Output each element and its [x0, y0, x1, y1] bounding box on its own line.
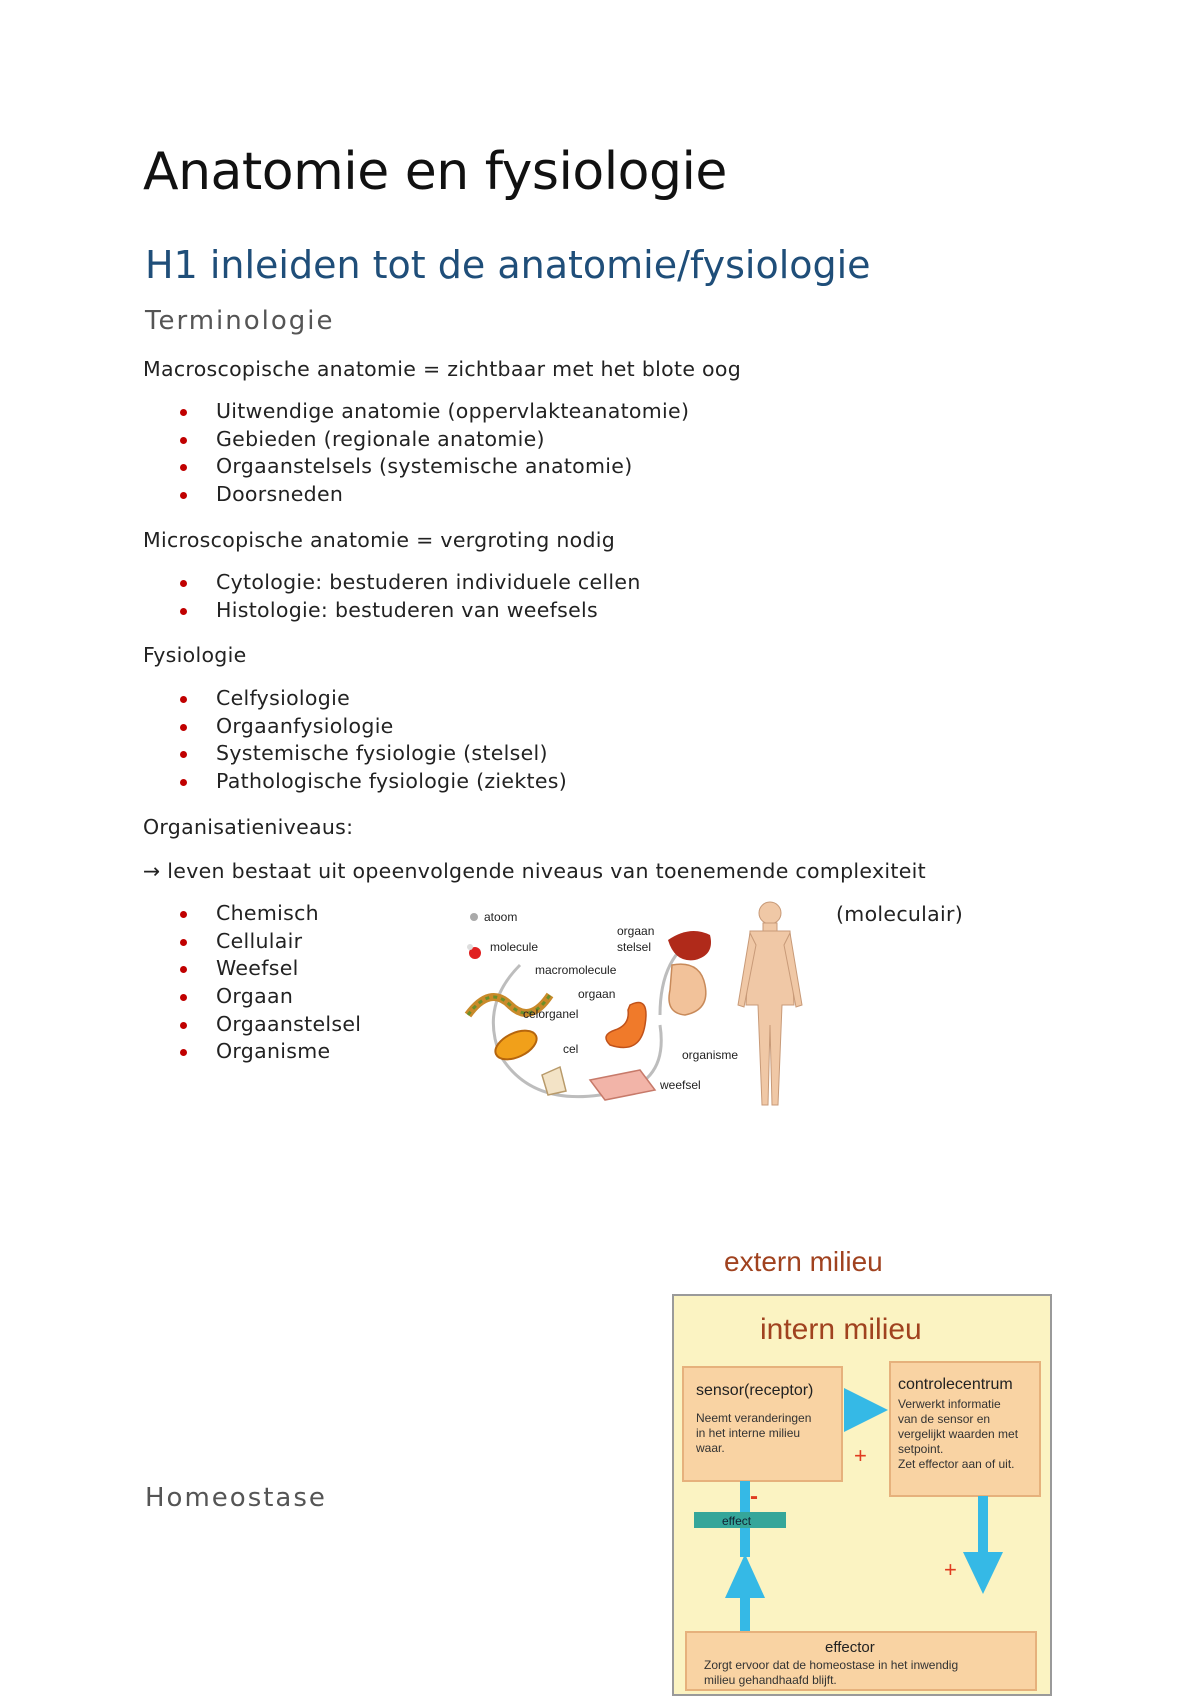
label-cel: cel [563, 1042, 579, 1056]
list-item: Cellulair [180, 928, 361, 956]
bullet-icon [180, 779, 187, 786]
list-item: Uitwendige anatomie (oppervlakteanatomie) [180, 398, 689, 426]
bullet-icon [180, 1049, 187, 1056]
label-orgaan: orgaan [578, 987, 616, 1001]
micro-intro: Microscopische anatomie = vergroting nodig [143, 528, 616, 552]
moleculair-note: (moleculair) [836, 902, 964, 926]
fysiologie-intro: Fysiologie [143, 643, 247, 667]
list-item: Celfysiologie [180, 685, 567, 713]
macro-list [180, 398, 689, 509]
list-item: Chemisch [180, 900, 361, 928]
bullet-icon [180, 724, 187, 731]
label-celorganel: celorganel [523, 1007, 579, 1021]
plus-sign: + [944, 1557, 957, 1582]
bullet-icon [180, 911, 187, 918]
bullet-icon [180, 994, 187, 1001]
list-item: Orgaanstelsel [180, 1011, 361, 1039]
intern-milieu-label: intern milieu [760, 1313, 922, 1346]
list-item: Organisme [180, 1038, 361, 1066]
organisation-levels-figure [460, 895, 826, 1113]
minus-sign: - [750, 1483, 758, 1510]
sensor-line: in het interne milieu [696, 1426, 801, 1440]
list-item: Histologie: bestuderen van weefsels [180, 597, 641, 625]
document-title: Anatomie en fysiologie [143, 142, 727, 202]
label-organisme: organisme [682, 1048, 739, 1062]
bullet-icon [180, 492, 187, 499]
stomach-icon [606, 1003, 646, 1048]
bullet-icon [180, 939, 187, 946]
bullet-icon [180, 580, 187, 587]
bullet-icon [180, 1022, 187, 1029]
molecule-atom-icon [467, 944, 473, 950]
organisatieniveaus-list [180, 900, 361, 1066]
controlecentrum-line: van de sensor en [898, 1412, 991, 1426]
effect-label: effect [722, 1514, 752, 1528]
sensor-line: waar. [696, 1441, 725, 1455]
sensor-line: Neemt veranderingen [696, 1411, 812, 1425]
atom-icon [470, 913, 478, 921]
list-item: Doorsneden [180, 481, 689, 509]
intestine-icon [669, 964, 706, 1015]
list-item: Orgaanstelsels (systemische anatomie) [180, 453, 689, 481]
bullet-icon [180, 696, 187, 703]
fysiologie-list [180, 685, 567, 796]
list-item: Systemische fysiologie (stelsel) [180, 740, 567, 768]
label-macromolecule: macromolecule [535, 963, 617, 977]
list-item: Orgaanfysiologie [180, 713, 567, 741]
homeostasis-figure [670, 1238, 1056, 1696]
bullet-icon [180, 437, 187, 444]
chapter-heading: H1 inleiden tot de anatomie/fysiologie [145, 243, 871, 287]
list-item: Pathologische fysiologie (ziektes) [180, 768, 567, 796]
organisatieniveaus-intro: Organisatieniveaus: [143, 815, 354, 839]
section-heading-homeostase: Homeostase [145, 1483, 327, 1513]
macro-intro: Macroscopische anatomie = zichtbaar met het blote oog [143, 357, 742, 381]
organisatieniveaus-note: → leven bestaat uit opeenvolgende niveaus van toenemende complexiteit [143, 859, 926, 883]
controlecentrum-line: vergelijkt waarden met [898, 1427, 1019, 1441]
bullet-icon [180, 409, 187, 416]
list-item: Weefsel [180, 955, 361, 983]
mitochondrion-icon [491, 1025, 541, 1065]
effector-line: Zorgt ervoor dat de homeostase in het inwendig [704, 1658, 959, 1672]
human-figure-icon [738, 902, 802, 1105]
effector-line: milieu gehandhaafd blijft. [704, 1673, 837, 1687]
controlecentrum-line: Zet effector aan of uit. [898, 1457, 1015, 1471]
label-molecule: molecule [490, 940, 539, 954]
list-item: Cytologie: bestuderen individuele cellen [180, 569, 641, 597]
plus-sign: + [854, 1443, 867, 1468]
label-weefsel: weefsel [660, 1078, 701, 1092]
sensor-title: sensor(receptor) [696, 1382, 814, 1399]
list-item: Gebieden (regionale anatomie) [180, 426, 689, 454]
label-atoom: atoom [484, 910, 518, 924]
bullet-icon [180, 751, 187, 758]
extern-milieu-label: extern milieu [724, 1246, 883, 1277]
bullet-icon [180, 608, 187, 615]
micro-list [180, 569, 641, 624]
effector-title: effector [825, 1639, 875, 1656]
label-orgaanstelsel-1: orgaan [617, 924, 655, 938]
bullet-icon [180, 464, 187, 471]
list-item: Orgaan [180, 983, 361, 1011]
bullet-icon [180, 966, 187, 973]
controlecentrum-title: controlecentrum [898, 1376, 1013, 1393]
section-heading-terminologie: Terminologie [145, 306, 335, 336]
label-orgaanstelsel-2: stelsel [617, 940, 652, 954]
controlecentrum-line: setpoint. [898, 1442, 944, 1456]
controlecentrum-line: Verwerkt informatie [898, 1397, 1001, 1411]
